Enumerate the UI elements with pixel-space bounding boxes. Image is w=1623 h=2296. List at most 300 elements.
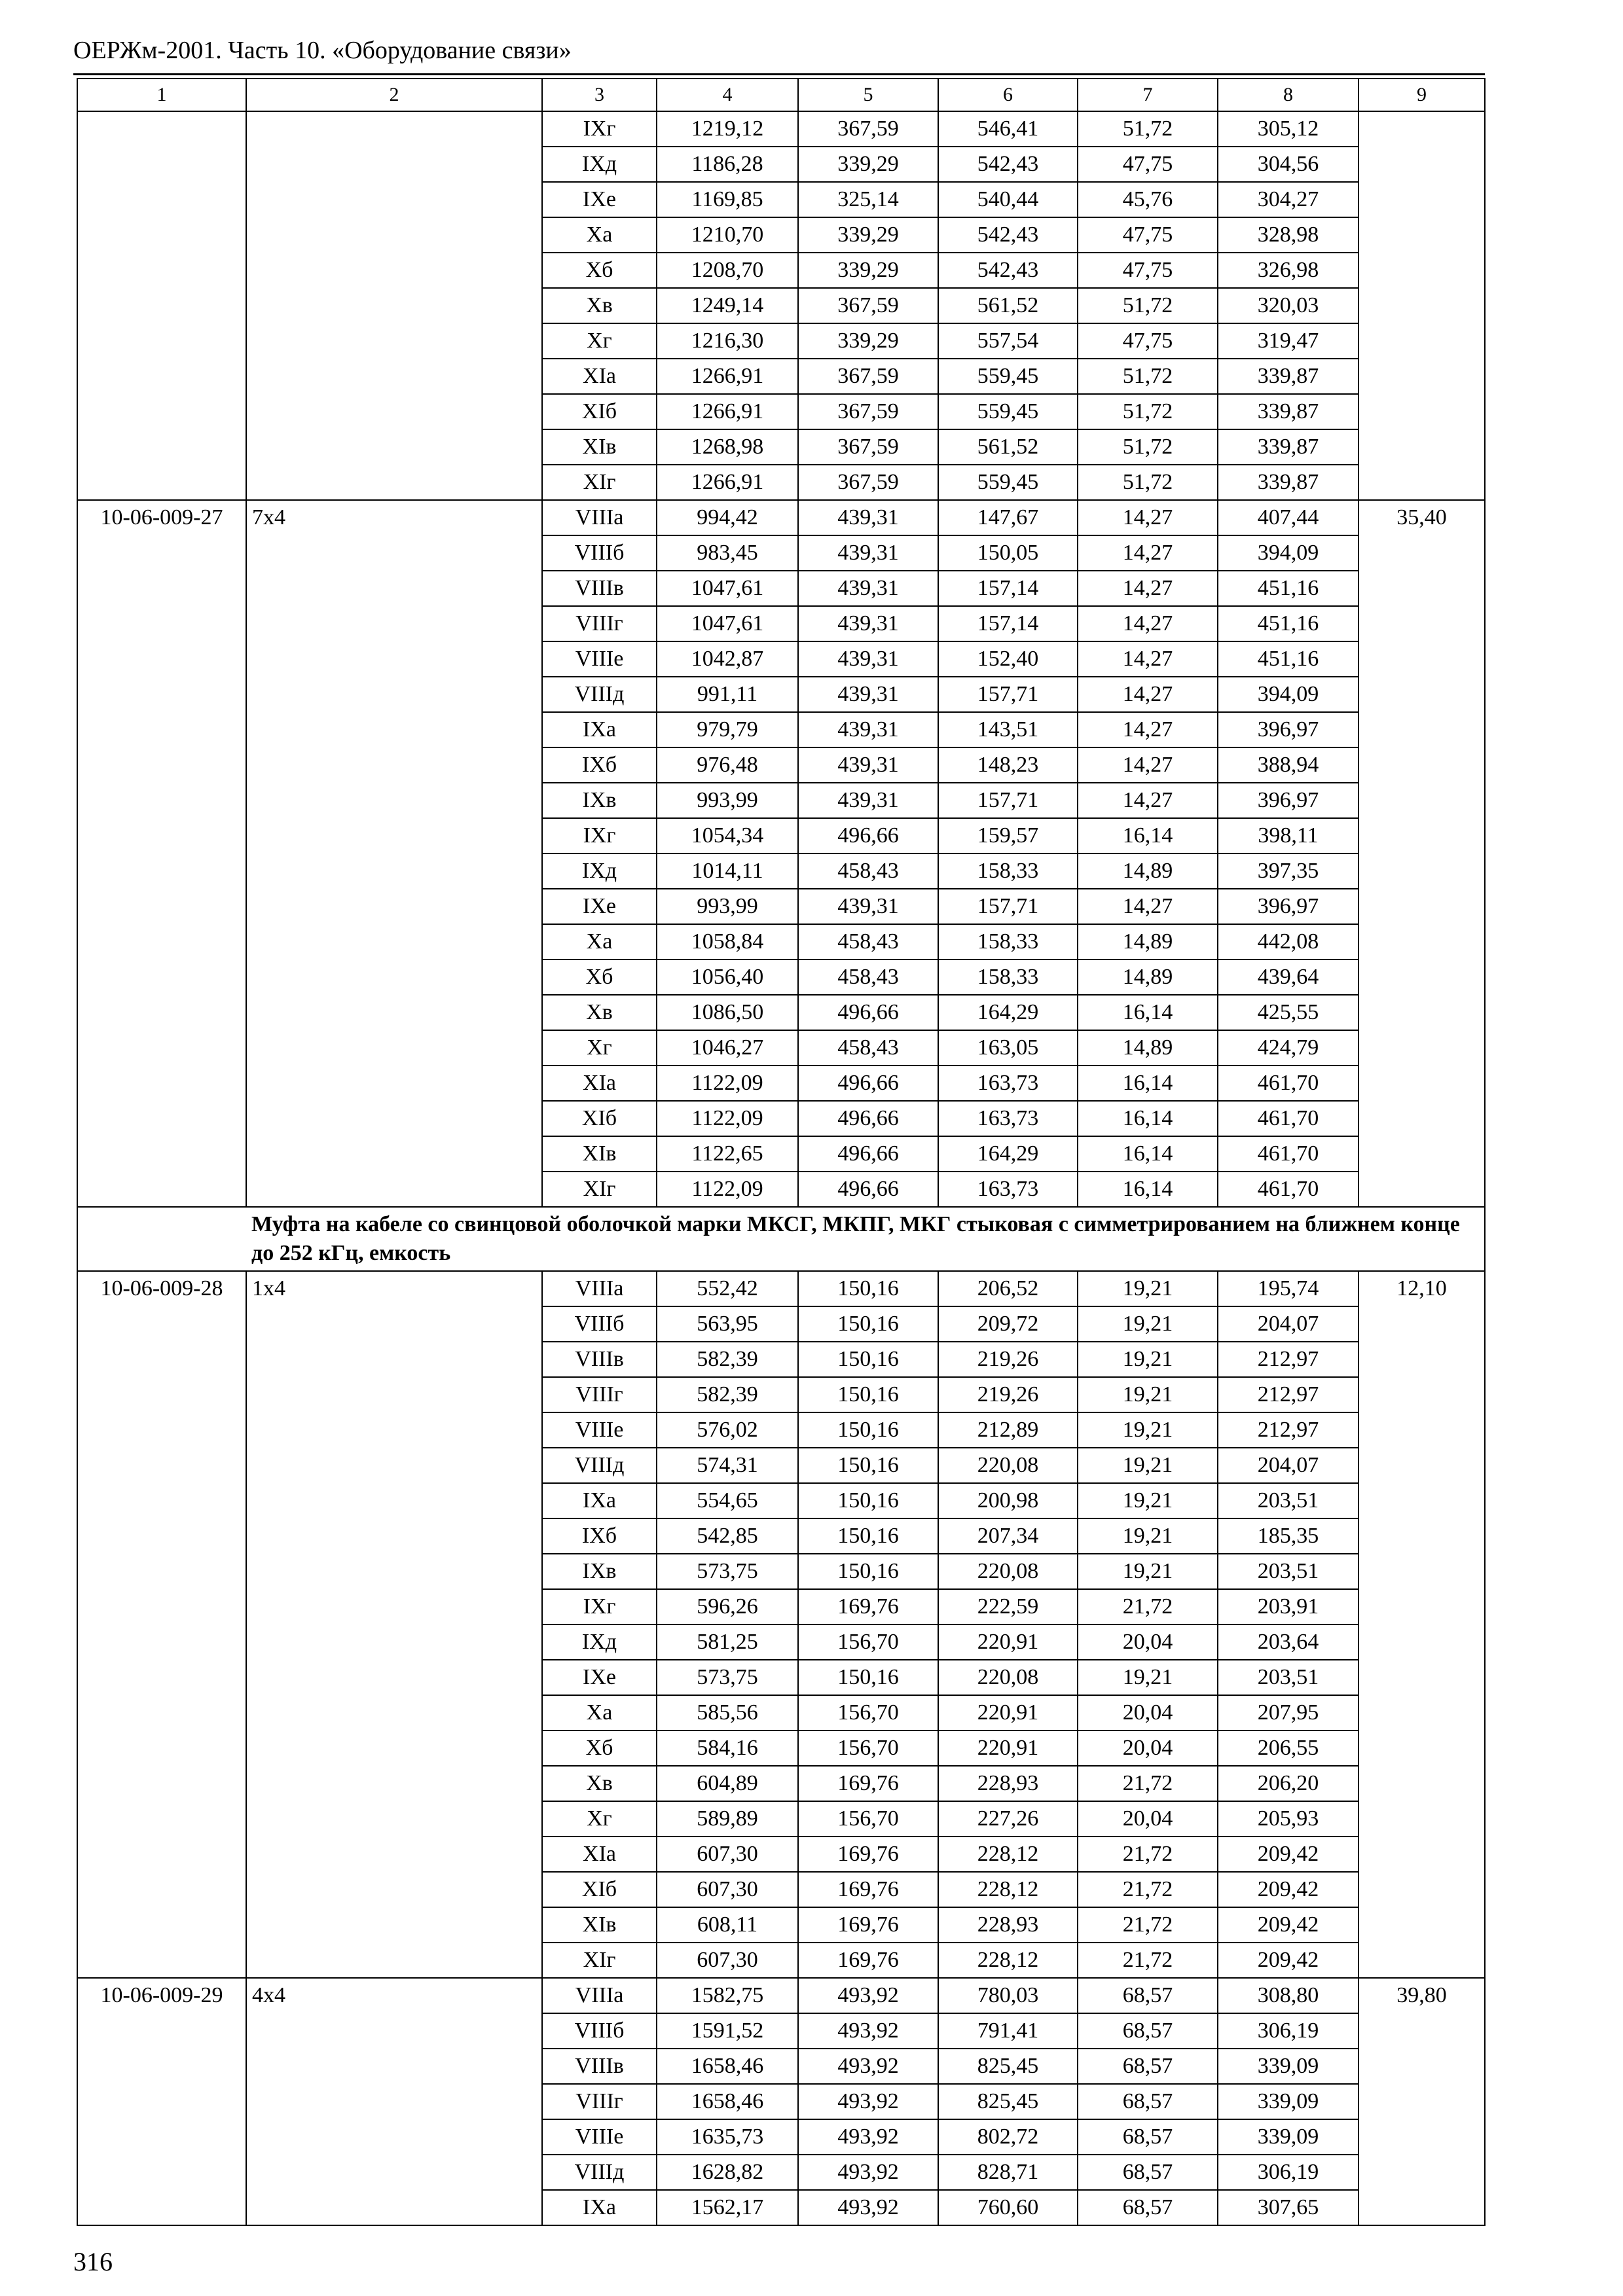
value-cell: 45,76 (1078, 182, 1218, 217)
column-number-2: 2 (246, 79, 542, 111)
value-cell: 14,89 (1078, 853, 1218, 889)
value-cell: 394,09 (1218, 677, 1359, 712)
value-cell: 209,42 (1218, 1943, 1359, 1978)
value-cell: 1056,40 (657, 960, 798, 995)
value-cell: 1582,75 (657, 1978, 798, 2013)
value-cell: 559,45 (938, 359, 1078, 394)
value-cell: 14,27 (1078, 677, 1218, 712)
table-header-row (77, 79, 1485, 111)
value-cell: 157,14 (938, 606, 1078, 641)
value-cell: 157,71 (938, 677, 1078, 712)
value-cell: 458,43 (798, 853, 938, 889)
value-cell: 581,25 (657, 1624, 798, 1660)
value-cell: 228,93 (938, 1766, 1078, 1801)
zone-cell: IXб (542, 747, 657, 783)
value-cell: 20,04 (1078, 1624, 1218, 1660)
value-cell: 1169,85 (657, 182, 798, 217)
value-cell: 496,66 (798, 995, 938, 1030)
value-cell: 493,92 (798, 1978, 938, 2013)
value-cell: 157,71 (938, 889, 1078, 924)
value-cell: 439,31 (798, 677, 938, 712)
zone-cell: VIIIг (542, 2084, 657, 2119)
value-cell: 319,47 (1218, 323, 1359, 359)
value-cell: 546,41 (938, 111, 1078, 147)
value-cell: 496,66 (798, 1136, 938, 1172)
column-number-4: 4 (657, 79, 798, 111)
value-cell: 307,65 (1218, 2190, 1359, 2225)
value-cell: 209,42 (1218, 1837, 1359, 1872)
value-cell: 339,29 (798, 217, 938, 253)
value-cell: 1046,27 (657, 1030, 798, 1066)
value-cell: 14,27 (1078, 500, 1218, 535)
value-cell: 1658,46 (657, 2084, 798, 2119)
value-cell: 51,72 (1078, 288, 1218, 323)
value-cell: 561,52 (938, 288, 1078, 323)
value-cell: 398,11 (1218, 818, 1359, 853)
value-cell: 1635,73 (657, 2119, 798, 2155)
cable-capacity: 1х4 (246, 1271, 542, 1978)
value-cell: 220,08 (938, 1448, 1078, 1483)
value-cell: 439,31 (798, 500, 938, 535)
value-cell: 219,26 (938, 1342, 1078, 1377)
value-cell: 439,31 (798, 571, 938, 606)
value-cell: 16,14 (1078, 818, 1218, 853)
value-cell: 1591,52 (657, 2013, 798, 2049)
cable-capacity (246, 111, 542, 500)
value-cell: 14,89 (1078, 924, 1218, 960)
value-cell: 220,91 (938, 1731, 1078, 1766)
zone-cell: VIIIе (542, 2119, 657, 2155)
value-cell: 339,29 (798, 147, 938, 182)
value-cell: 496,66 (798, 1066, 938, 1101)
value-cell: 563,95 (657, 1306, 798, 1342)
labor-cost: 35,40 (1359, 500, 1485, 1207)
value-cell: 14,27 (1078, 783, 1218, 818)
value-cell: 305,12 (1218, 111, 1359, 147)
value-cell: 19,21 (1078, 1554, 1218, 1589)
value-cell: 209,42 (1218, 1907, 1359, 1943)
value-cell: 306,19 (1218, 2013, 1359, 2049)
column-number-6: 6 (938, 79, 1078, 111)
rate-code: 10-06-009-27 (77, 500, 246, 1207)
value-cell: 1054,34 (657, 818, 798, 853)
column-number-7: 7 (1078, 79, 1218, 111)
value-cell: 209,42 (1218, 1872, 1359, 1907)
value-cell: 496,66 (798, 818, 938, 853)
zone-cell: XIв (542, 429, 657, 465)
zone-cell: IXд (542, 853, 657, 889)
value-cell: 388,94 (1218, 747, 1359, 783)
value-cell: 1047,61 (657, 571, 798, 606)
value-cell: 47,75 (1078, 253, 1218, 288)
value-cell: 150,16 (798, 1271, 938, 1306)
zone-cell: VIIIв (542, 2049, 657, 2084)
value-cell: 439,31 (798, 889, 938, 924)
value-cell: 367,59 (798, 359, 938, 394)
value-cell: 20,04 (1078, 1731, 1218, 1766)
zone-cell: VIIIв (542, 1342, 657, 1377)
value-cell: 607,30 (657, 1837, 798, 1872)
value-cell: 607,30 (657, 1872, 798, 1907)
value-cell: 203,64 (1218, 1624, 1359, 1660)
value-cell: 367,59 (798, 394, 938, 429)
value-cell: 394,09 (1218, 535, 1359, 571)
value-cell: 150,16 (798, 1518, 938, 1554)
value-cell: 451,16 (1218, 606, 1359, 641)
value-cell: 163,73 (938, 1066, 1078, 1101)
value-cell: 396,97 (1218, 889, 1359, 924)
value-cell: 557,54 (938, 323, 1078, 359)
value-cell: 542,43 (938, 217, 1078, 253)
zone-cell: XIг (542, 465, 657, 500)
zone-cell: VIIIе (542, 641, 657, 677)
value-cell: 439,31 (798, 747, 938, 783)
value-cell: 442,08 (1218, 924, 1359, 960)
value-cell: 983,45 (657, 535, 798, 571)
value-cell: 222,59 (938, 1589, 1078, 1624)
value-cell: 493,92 (798, 2155, 938, 2190)
value-cell: 19,21 (1078, 1660, 1218, 1695)
value-cell: 306,19 (1218, 2155, 1359, 2190)
zone-cell: XIа (542, 1837, 657, 1872)
value-cell: 51,72 (1078, 111, 1218, 147)
value-cell: 21,72 (1078, 1589, 1218, 1624)
value-cell: 207,34 (938, 1518, 1078, 1554)
value-cell: 212,89 (938, 1412, 1078, 1448)
zone-cell: IXа (542, 712, 657, 747)
value-cell: 542,43 (938, 253, 1078, 288)
value-cell: 1122,09 (657, 1101, 798, 1136)
value-cell: 542,85 (657, 1518, 798, 1554)
value-cell: 14,27 (1078, 889, 1218, 924)
value-cell: 150,16 (798, 1306, 938, 1342)
value-cell: 150,16 (798, 1412, 938, 1448)
value-cell: 150,16 (798, 1377, 938, 1412)
zone-cell: Xб (542, 1731, 657, 1766)
value-cell: 16,14 (1078, 1066, 1218, 1101)
column-number-1: 1 (77, 79, 246, 111)
value-cell: 68,57 (1078, 2049, 1218, 2084)
value-cell: 16,14 (1078, 995, 1218, 1030)
value-cell: 574,31 (657, 1448, 798, 1483)
value-cell: 1186,28 (657, 147, 798, 182)
value-cell: 14,27 (1078, 571, 1218, 606)
zone-cell: XIг (542, 1943, 657, 1978)
zone-cell: Xа (542, 217, 657, 253)
value-cell: 156,70 (798, 1801, 938, 1837)
section-code-cell (77, 1207, 246, 1271)
value-cell: 461,70 (1218, 1172, 1359, 1207)
zone-cell: Xв (542, 1766, 657, 1801)
value-cell: 582,39 (657, 1342, 798, 1377)
value-cell: 1122,09 (657, 1066, 798, 1101)
value-cell: 339,09 (1218, 2119, 1359, 2155)
value-cell: 339,87 (1218, 394, 1359, 429)
zone-cell: XIв (542, 1907, 657, 1943)
value-cell: 203,51 (1218, 1483, 1359, 1518)
value-cell: 496,66 (798, 1172, 938, 1207)
value-cell: 320,03 (1218, 288, 1359, 323)
value-cell: 156,70 (798, 1695, 938, 1731)
value-cell: 328,98 (1218, 217, 1359, 253)
value-cell: 14,27 (1078, 606, 1218, 641)
zone-cell: IXе (542, 889, 657, 924)
zone-cell: XIб (542, 1101, 657, 1136)
table-row (77, 111, 1485, 147)
value-cell: 1266,91 (657, 359, 798, 394)
zone-cell: XIв (542, 1136, 657, 1172)
value-cell: 150,16 (798, 1483, 938, 1518)
zone-cell: IXг (542, 111, 657, 147)
value-cell: 152,40 (938, 641, 1078, 677)
value-cell: 559,45 (938, 394, 1078, 429)
value-cell: 451,16 (1218, 641, 1359, 677)
value-cell: 458,43 (798, 960, 938, 995)
value-cell: 169,76 (798, 1589, 938, 1624)
zone-cell: VIIIд (542, 2155, 657, 2190)
value-cell: 21,72 (1078, 1907, 1218, 1943)
value-cell: 21,72 (1078, 1837, 1218, 1872)
value-cell: 203,51 (1218, 1660, 1359, 1695)
value-cell: 367,59 (798, 111, 938, 147)
value-cell: 979,79 (657, 712, 798, 747)
value-cell: 68,57 (1078, 2013, 1218, 2049)
zone-cell: Xв (542, 288, 657, 323)
value-cell: 607,30 (657, 1943, 798, 1978)
zone-cell: IXг (542, 1589, 657, 1624)
value-cell: 326,98 (1218, 253, 1359, 288)
zone-cell: XIа (542, 1066, 657, 1101)
value-cell: 439,64 (1218, 960, 1359, 995)
value-cell: 203,91 (1218, 1589, 1359, 1624)
value-cell: 47,75 (1078, 217, 1218, 253)
value-cell: 220,08 (938, 1554, 1078, 1589)
zone-cell: VIIIг (542, 606, 657, 641)
labor-cost: 12,10 (1359, 1271, 1485, 1978)
table-row (77, 1271, 1485, 1306)
value-cell: 68,57 (1078, 2119, 1218, 2155)
table-row (77, 1978, 1485, 2013)
value-cell: 994,42 (657, 500, 798, 535)
value-cell: 554,65 (657, 1483, 798, 1518)
value-cell: 559,45 (938, 465, 1078, 500)
value-cell: 212,97 (1218, 1412, 1359, 1448)
value-cell: 16,14 (1078, 1172, 1218, 1207)
value-cell: 169,76 (798, 1943, 938, 1978)
zone-cell: IXв (542, 783, 657, 818)
value-cell: 1058,84 (657, 924, 798, 960)
value-cell: 367,59 (798, 465, 938, 500)
value-cell: 1122,09 (657, 1172, 798, 1207)
zone-cell: XIг (542, 1172, 657, 1207)
zone-cell: Xг (542, 1801, 657, 1837)
labor-cost (1359, 111, 1485, 500)
value-cell: 169,76 (798, 1907, 938, 1943)
zone-cell: VIIIе (542, 1412, 657, 1448)
value-cell: 51,72 (1078, 465, 1218, 500)
value-cell: 228,93 (938, 1907, 1078, 1943)
value-cell: 439,31 (798, 606, 938, 641)
value-cell: 976,48 (657, 747, 798, 783)
value-cell: 157,14 (938, 571, 1078, 606)
zone-cell: VIIIв (542, 571, 657, 606)
zone-cell: Xа (542, 1695, 657, 1731)
value-cell: 163,05 (938, 1030, 1078, 1066)
value-cell: 150,16 (798, 1554, 938, 1589)
zone-cell: VIIIб (542, 1306, 657, 1342)
value-cell: 439,31 (798, 712, 938, 747)
value-cell: 585,56 (657, 1695, 798, 1731)
value-cell: 542,43 (938, 147, 1078, 182)
zone-cell: Xб (542, 253, 657, 288)
value-cell: 19,21 (1078, 1377, 1218, 1412)
value-cell: 19,21 (1078, 1342, 1218, 1377)
value-cell: 169,76 (798, 1872, 938, 1907)
value-cell: 21,72 (1078, 1872, 1218, 1907)
value-cell: 561,52 (938, 429, 1078, 465)
value-cell: 407,44 (1218, 500, 1359, 535)
value-cell: 1210,70 (657, 217, 798, 253)
section-heading-row (77, 1207, 1485, 1271)
value-cell: 760,60 (938, 2190, 1078, 2225)
value-cell: 1208,70 (657, 253, 798, 288)
value-cell: 150,16 (798, 1448, 938, 1483)
value-cell: 195,74 (1218, 1271, 1359, 1306)
value-cell: 19,21 (1078, 1412, 1218, 1448)
value-cell: 780,03 (938, 1978, 1078, 2013)
price-table (77, 78, 1486, 2226)
value-cell: 200,98 (938, 1483, 1078, 1518)
value-cell: 461,70 (1218, 1101, 1359, 1136)
value-cell: 1628,82 (657, 2155, 798, 2190)
value-cell: 19,21 (1078, 1448, 1218, 1483)
zone-cell: Xг (542, 1030, 657, 1066)
value-cell: 150,16 (798, 1660, 938, 1695)
page-header-title: ОЕРЖм-2001. Часть 10. «Оборудование связи» (73, 37, 572, 64)
value-cell: 1219,12 (657, 111, 798, 147)
value-cell: 143,51 (938, 712, 1078, 747)
value-cell: 220,91 (938, 1695, 1078, 1731)
value-cell: 439,31 (798, 641, 938, 677)
zone-cell: Xб (542, 960, 657, 995)
value-cell: 156,70 (798, 1731, 938, 1766)
value-cell: 339,09 (1218, 2049, 1359, 2084)
value-cell: 493,92 (798, 2049, 938, 2084)
value-cell: 493,92 (798, 2119, 938, 2155)
value-cell: 14,27 (1078, 747, 1218, 783)
value-cell: 308,80 (1218, 1978, 1359, 2013)
value-cell: 458,43 (798, 924, 938, 960)
zone-cell: Xг (542, 323, 657, 359)
value-cell: 304,56 (1218, 147, 1359, 182)
value-cell: 325,14 (798, 182, 938, 217)
value-cell: 220,08 (938, 1660, 1078, 1695)
value-cell: 21,72 (1078, 1943, 1218, 1978)
value-cell: 164,29 (938, 995, 1078, 1030)
zone-cell: Xа (542, 924, 657, 960)
value-cell: 1047,61 (657, 606, 798, 641)
value-cell: 1122,65 (657, 1136, 798, 1172)
zone-cell: IXд (542, 147, 657, 182)
value-cell: 604,89 (657, 1766, 798, 1801)
value-cell: 304,27 (1218, 182, 1359, 217)
value-cell: 163,73 (938, 1101, 1078, 1136)
value-cell: 367,59 (798, 288, 938, 323)
value-cell: 584,16 (657, 1731, 798, 1766)
value-cell: 339,87 (1218, 465, 1359, 500)
value-cell: 339,09 (1218, 2084, 1359, 2119)
value-cell: 51,72 (1078, 394, 1218, 429)
value-cell: 339,29 (798, 253, 938, 288)
rate-code: 10-06-009-29 (77, 1978, 246, 2225)
value-cell: 14,27 (1078, 641, 1218, 677)
value-cell: 424,79 (1218, 1030, 1359, 1066)
value-cell: 993,99 (657, 783, 798, 818)
zone-cell: XIб (542, 1872, 657, 1907)
value-cell: 150,05 (938, 535, 1078, 571)
labor-cost: 39,80 (1359, 1978, 1485, 2225)
value-cell: 150,16 (798, 1342, 938, 1377)
zone-cell: IXг (542, 818, 657, 853)
value-cell: 228,12 (938, 1872, 1078, 1907)
zone-cell: VIIIа (542, 1978, 657, 2013)
value-cell: 51,72 (1078, 359, 1218, 394)
value-cell: 451,16 (1218, 571, 1359, 606)
cable-capacity: 7х4 (246, 500, 542, 1207)
value-cell: 1266,91 (657, 394, 798, 429)
value-cell: 203,51 (1218, 1554, 1359, 1589)
zone-cell: IXа (542, 1483, 657, 1518)
column-number-3: 3 (542, 79, 657, 111)
value-cell: 19,21 (1078, 1306, 1218, 1342)
value-cell: 16,14 (1078, 1101, 1218, 1136)
value-cell: 212,97 (1218, 1342, 1359, 1377)
value-cell: 207,95 (1218, 1695, 1359, 1731)
value-cell: 339,29 (798, 323, 938, 359)
value-cell: 159,57 (938, 818, 1078, 853)
zone-cell: IXе (542, 182, 657, 217)
price-table-body (77, 79, 1485, 2225)
value-cell: 14,89 (1078, 960, 1218, 995)
value-cell: 493,92 (798, 2084, 938, 2119)
value-cell: 51,72 (1078, 429, 1218, 465)
zone-cell: Xв (542, 995, 657, 1030)
value-cell: 206,20 (1218, 1766, 1359, 1801)
value-cell: 157,71 (938, 783, 1078, 818)
value-cell: 1658,46 (657, 2049, 798, 2084)
value-cell: 14,27 (1078, 535, 1218, 571)
value-cell: 21,72 (1078, 1766, 1218, 1801)
value-cell: 825,45 (938, 2084, 1078, 2119)
value-cell: 212,97 (1218, 1377, 1359, 1412)
value-cell: 339,87 (1218, 359, 1359, 394)
value-cell: 1249,14 (657, 288, 798, 323)
value-cell: 589,89 (657, 1801, 798, 1837)
column-number-5: 5 (798, 79, 938, 111)
value-cell: 19,21 (1078, 1271, 1218, 1306)
value-cell: 1086,50 (657, 995, 798, 1030)
value-cell: 552,42 (657, 1271, 798, 1306)
value-cell: 582,39 (657, 1377, 798, 1412)
value-cell: 169,76 (798, 1766, 938, 1801)
zone-cell: VIIIб (542, 2013, 657, 2049)
value-cell: 227,26 (938, 1801, 1078, 1837)
rate-code (77, 111, 246, 500)
value-cell: 206,55 (1218, 1731, 1359, 1766)
zone-cell: XIа (542, 359, 657, 394)
value-cell: 608,11 (657, 1907, 798, 1943)
value-cell: 397,35 (1218, 853, 1359, 889)
